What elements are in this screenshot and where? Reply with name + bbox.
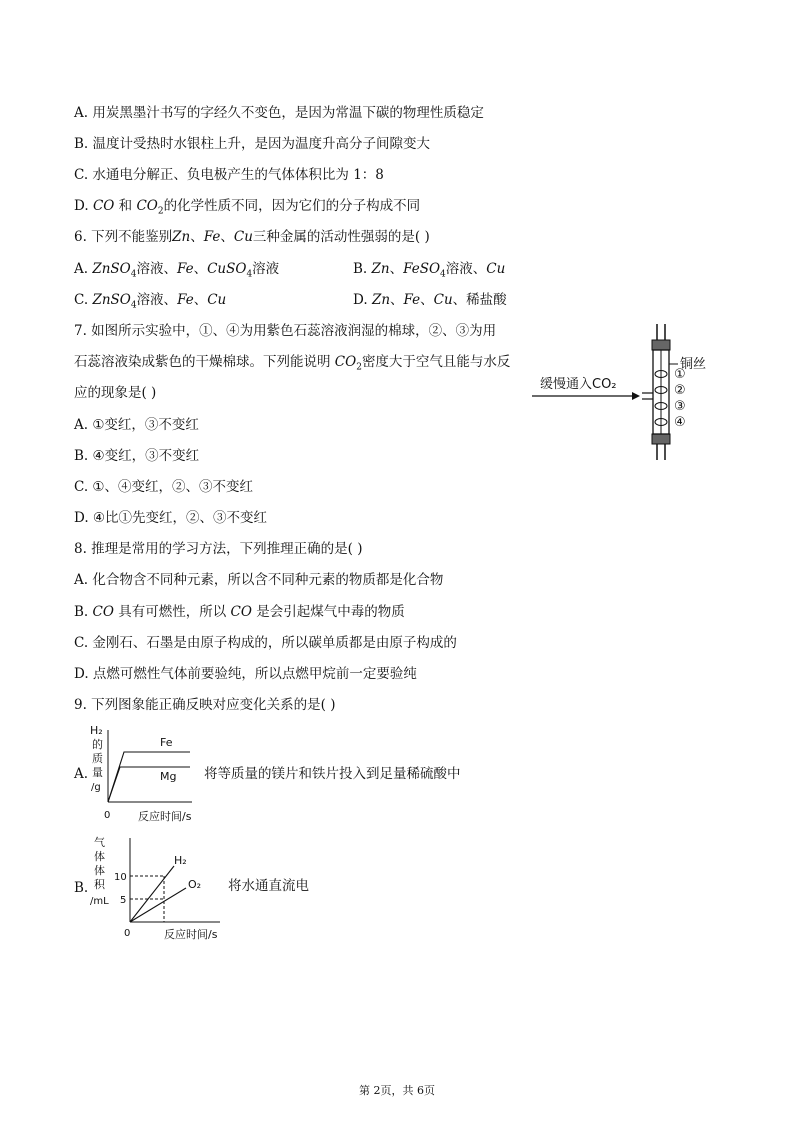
q6-option-c: C. ZnSO$_4$溶液、Fe、Cu [74,292,227,311]
q7-option-d: D. ④比①先变红，②、③不变红 [74,510,268,526]
graph-b-ylabel-5: /mL [90,896,109,907]
q9-option-b-label: B. [74,880,89,896]
q9-graph-b [88,832,228,944]
q5-option-d: D. CO 和 $CO_2$的化学性质不同，因为它们的分子构成不同 [74,198,421,217]
graph-a-ylabel-1: H₂ [90,724,103,737]
ball-label-1: ① [674,367,686,382]
q8-stem: 8. 推理是常用的学习方法，下列推理正确的是( ) [74,541,363,557]
q7-stem-line1: 7. 如图所示实验中，①、④为用紫色石蕊溶液润湿的棉球，②、③为用 [74,323,497,339]
tube-top-stopper [652,340,670,350]
graph-a-label-mg: Mg [160,770,177,783]
graph-b-ylabel-2: 体 [94,850,105,863]
q5-option-c: C. 水通电分解正、负电极产生的气体体积比为 1：8 [74,167,384,183]
q9-stem: 9. 下列图象能正确反映对应变化关系的是( ) [74,697,336,713]
q7-stem-line3: 应的现象是( ) [74,385,157,401]
q6-option-d: D. Zn、Fe、Cu、稀盐酸 [353,292,507,308]
graph-a-label-fe: Fe [160,736,173,749]
q7-stem-line2: 石蕊溶液染成紫色的干燥棉球。下列能说明 $CO_2$密度大于空气且能与水反 [74,354,511,373]
graph-b-ylabel-4: 积 [94,878,105,891]
q6-option-a: A. ZnSO$_4$溶液、Fe、CuSO$_4$溶液 [74,261,280,280]
graph-a-ylabel-3: 质 [92,752,103,765]
q5-option-b: B. 温度计受热时水银柱上升，是因为温度升高分子间隙变大 [74,136,431,152]
graph-a-xlabel: 反应时间/s [138,810,192,823]
q8-option-b: B. CO 具有可燃性，所以 CO 是会引起煤气中毒的物质 [74,604,405,620]
graph-b-label-o2: O₂ [188,878,202,891]
graph-b-ylabel-1: 气 [94,836,105,849]
graph-b-ylabel-3: 体 [94,864,105,877]
ball-label-2: ② [674,383,686,398]
q6-option-b: B. Zn、FeSO$_4$溶液、Cu [353,261,506,280]
inlet-label: 缓慢通入CO₂ [540,377,617,392]
q8-option-d: D. 点燃可燃性气体前要验纯，所以点燃甲烷前一定要验纯 [74,666,417,682]
graph-b-label-h2: H₂ [174,854,187,867]
graph-b-xlabel: 反应时间/s [164,928,218,941]
graph-a-series-mg [108,767,190,802]
q9-option-a-label: A. [74,766,89,782]
ball-label-4: ④ [674,415,686,430]
q7-option-c: C. ①、④变红，②、③不变红 [74,479,254,495]
q7-apparatus-figure [528,320,728,462]
graph-b-tick-10: 10 [114,872,127,883]
graph-b-series-h2 [130,866,174,922]
ball-label-3: ③ [674,399,686,414]
graph-a-origin: 0 [104,810,111,821]
graph-b-origin: 0 [124,928,131,939]
q8-option-a: A. 化合物含不同种元素，所以含不同种元素的物质都是化合物 [74,572,444,588]
q8-option-c: C. 金刚石、石墨是由原子构成的，所以碳单质都是由原子构成的 [74,635,457,651]
graph-a-ylabel-2: 的 [92,738,103,751]
q7-option-a: A. ①变红，③不变红 [74,417,199,433]
q9-option-b-text: 将水通直流电 [228,878,309,894]
graph-a-ylabel-5: /g [91,782,101,793]
q6-stem: 6. 下列不能鉴别Zn、Fe、Cu三种金属的活动性强弱的是( ) [74,229,430,245]
q9-option-a-text: 将等质量的镁片和铁片投入到足量稀硫酸中 [204,766,461,782]
graph-b-tick-5: 5 [120,895,127,906]
wire-label: 铜丝 [680,357,707,372]
q5-option-a: A. 用炭黑墨汁书写的字经久不变色，是因为常温下碳的物理性质稳定 [74,105,484,121]
q9-graph-a [86,722,206,826]
inlet-arrow-head [632,392,640,400]
graph-b-series-o2 [130,888,186,922]
tube-bottom-stopper [652,434,670,444]
page-footer: 第 2页，共 6页 [359,1084,435,1097]
graph-a-series-fe [108,752,190,802]
graph-a-ylabel-4: 量 [92,766,103,779]
q7-option-b: B. ④变红，③不变红 [74,448,200,464]
